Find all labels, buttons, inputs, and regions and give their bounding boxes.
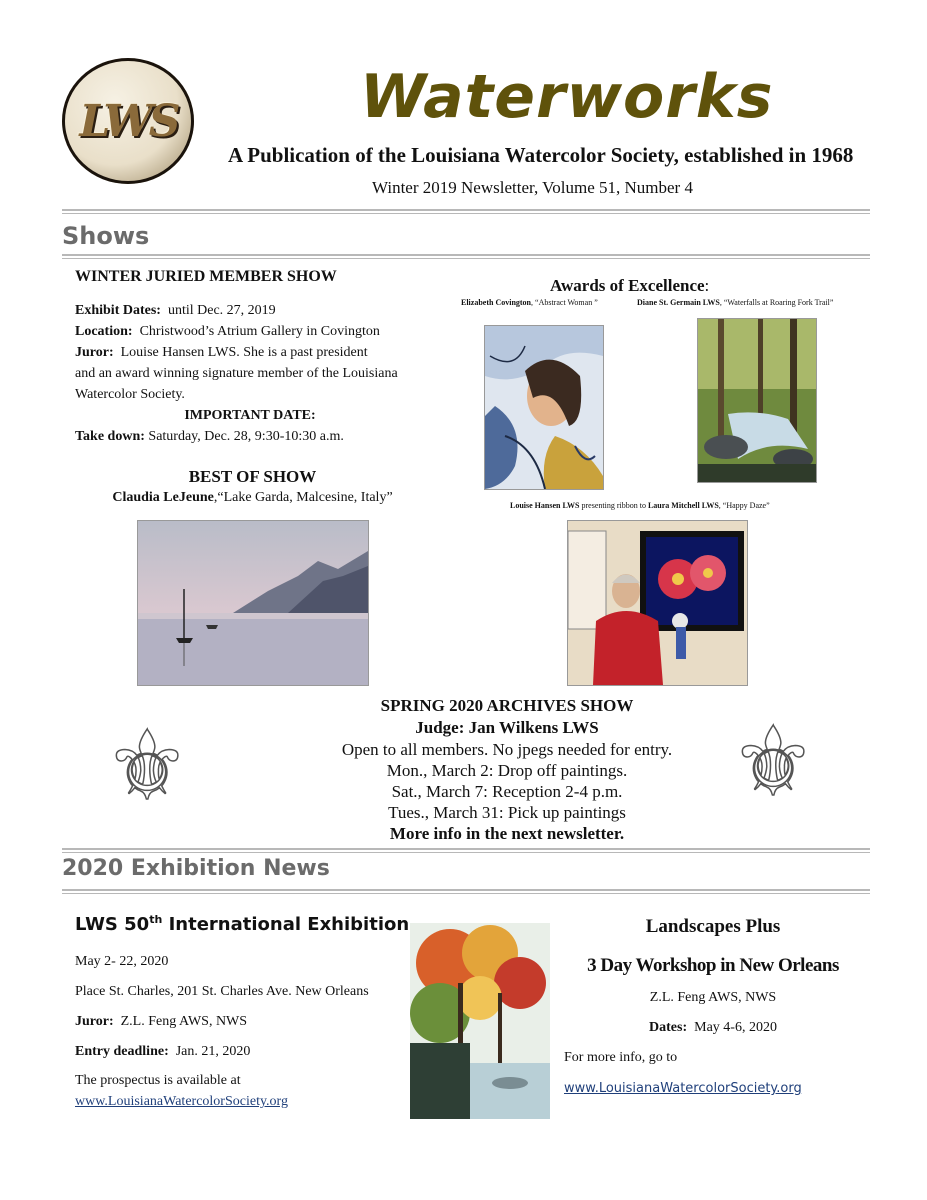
publication-subtitle: A Publication of the Louisiana Watercolor Society, established in 1968 bbox=[228, 143, 854, 167]
ribbon-artist: Laura Mitchell LWS bbox=[647, 501, 719, 510]
autumn-landscape-painting bbox=[410, 923, 550, 1119]
fleur-de-lis-icon-right: ⚜ bbox=[730, 706, 817, 818]
dates-value: until Dec. 27, 2019 bbox=[167, 303, 276, 318]
intl-heading-post: International Exhibition bbox=[162, 914, 410, 935]
award-caption-1 bbox=[461, 298, 598, 307]
spring-show-line-1: Open to all members. No jpegs needed for entry. bbox=[341, 740, 673, 759]
dates-label: Exhibit Dates: bbox=[75, 303, 161, 318]
lake-garda-painting bbox=[137, 520, 369, 686]
location-value: Christwood’s Atrium Gallery in Covington bbox=[139, 324, 380, 339]
location-label: Location: bbox=[75, 324, 133, 339]
ribbon-person: Louise Hansen LWS bbox=[510, 501, 580, 510]
section-heading-exhibition: 2020 Exhibition News bbox=[62, 856, 330, 881]
juror-line-3: Watercolor Society. bbox=[75, 387, 185, 402]
issue-line: Winter 2019 Newsletter, Volume 51, Number 4 bbox=[372, 178, 693, 197]
best-of-show-caption bbox=[75, 490, 430, 506]
award-2-title: , “Waterfalls at Roaring Fork Trail” bbox=[719, 298, 834, 307]
award-1-artist: Elizabeth Covington bbox=[461, 298, 532, 307]
awards-heading-colon: : bbox=[704, 276, 710, 295]
best-title: ,“Lake Garda, Malcesine, Italy” bbox=[213, 490, 393, 505]
spring-show-line-5: More info in the next newsletter. bbox=[389, 824, 625, 843]
divider bbox=[62, 848, 870, 853]
winter-show-heading: WINTER JURIED MEMBER SHOW bbox=[75, 268, 337, 285]
takedown-label: Take down: bbox=[75, 429, 145, 444]
intl-heading-pre: LWS 50 bbox=[75, 914, 150, 935]
winter-show-details bbox=[75, 300, 435, 447]
intl-deadline bbox=[75, 1044, 250, 1060]
abstract-woman-painting bbox=[484, 325, 604, 490]
workshop-instructor: Z.L. Feng AWS, NWS bbox=[649, 990, 777, 1005]
intl-prospectus: The prospectus is available at bbox=[75, 1073, 241, 1088]
workshop-dates-value: May 4-6, 2020 bbox=[694, 1020, 777, 1035]
awards-heading bbox=[550, 276, 709, 296]
ribbon-middle: presenting ribbon to bbox=[579, 501, 648, 510]
divider bbox=[62, 254, 870, 259]
juror-line-1: Louise Hansen LWS. She is a past president bbox=[120, 345, 368, 360]
intl-deadline-label: Entry deadline: bbox=[75, 1044, 169, 1059]
takedown-value: Saturday, Dec. 28, 9:30-10:30 a.m. bbox=[148, 429, 344, 444]
spring-show-line-3: Sat., March 7: Reception 2-4 p.m. bbox=[391, 782, 623, 801]
spring-show-line-2: Mon., March 2: Drop off paintings. bbox=[386, 761, 628, 780]
ribbon-presentation-photo bbox=[567, 520, 748, 686]
best-artist: Claudia LeJeune bbox=[112, 490, 214, 505]
workshop-website-link[interactable]: www.LouisianaWatercolorSociety.org bbox=[564, 1081, 802, 1096]
logo-monogram: LWS bbox=[79, 95, 177, 147]
section-heading-shows: Shows bbox=[62, 222, 150, 250]
juror-label: Juror: bbox=[75, 345, 114, 360]
intl-deadline-value: Jan. 21, 2020 bbox=[175, 1044, 251, 1059]
intl-heading-sup: th bbox=[149, 913, 163, 926]
intl-juror-value: Z.L. Feng AWS, NWS bbox=[120, 1014, 248, 1029]
divider bbox=[62, 889, 870, 894]
intl-juror bbox=[75, 1014, 247, 1030]
award-caption-2 bbox=[637, 298, 833, 307]
ribbon-title: , “Happy Daze” bbox=[718, 501, 770, 510]
intl-dates: May 2- 22, 2020 bbox=[75, 954, 169, 969]
lws-logo bbox=[62, 58, 194, 184]
intl-place: Place St. Charles, 201 St. Charles Ave. New Orleans bbox=[75, 984, 369, 999]
award-2-artist: Diane St. Germain LWS bbox=[637, 298, 720, 307]
workshop-subtitle: 3 Day Workshop in New Orleans bbox=[587, 955, 839, 976]
workshop-more-info: For more info, go to bbox=[564, 1050, 678, 1065]
ribbon-caption bbox=[510, 501, 770, 510]
waterfalls-painting bbox=[697, 318, 817, 483]
important-date-label: IMPORTANT DATE: bbox=[184, 408, 316, 423]
divider bbox=[62, 209, 870, 214]
fleur-de-lis-icon-left: ⚜ bbox=[104, 710, 191, 822]
awards-heading-text: Awards of Excellence bbox=[550, 276, 705, 295]
award-1-title: , “Abstract Woman ” bbox=[531, 298, 598, 307]
intl-exhibition-heading bbox=[75, 913, 409, 935]
intl-website-link[interactable]: www.LouisianaWatercolorSociety.org bbox=[75, 1094, 288, 1109]
workshop-dates bbox=[560, 1020, 866, 1036]
spring-show-block bbox=[280, 695, 734, 844]
juror-line-2: and an award winning signature member of the Louisiana bbox=[75, 366, 398, 381]
workshop-dates-label: Dates: bbox=[649, 1020, 688, 1035]
masthead-title: Waterworks bbox=[360, 62, 774, 132]
spring-show-line-4: Tues., March 31: Pick up paintings bbox=[388, 803, 626, 822]
workshop-title: Landscapes Plus bbox=[645, 916, 781, 937]
intl-juror-label: Juror: bbox=[75, 1014, 114, 1029]
spring-show-heading: SPRING 2020 ARCHIVES SHOW bbox=[380, 696, 634, 715]
spring-show-judge: Judge: Jan Wilkens LWS bbox=[415, 718, 599, 737]
best-of-show-heading: BEST OF SHOW bbox=[188, 467, 317, 486]
